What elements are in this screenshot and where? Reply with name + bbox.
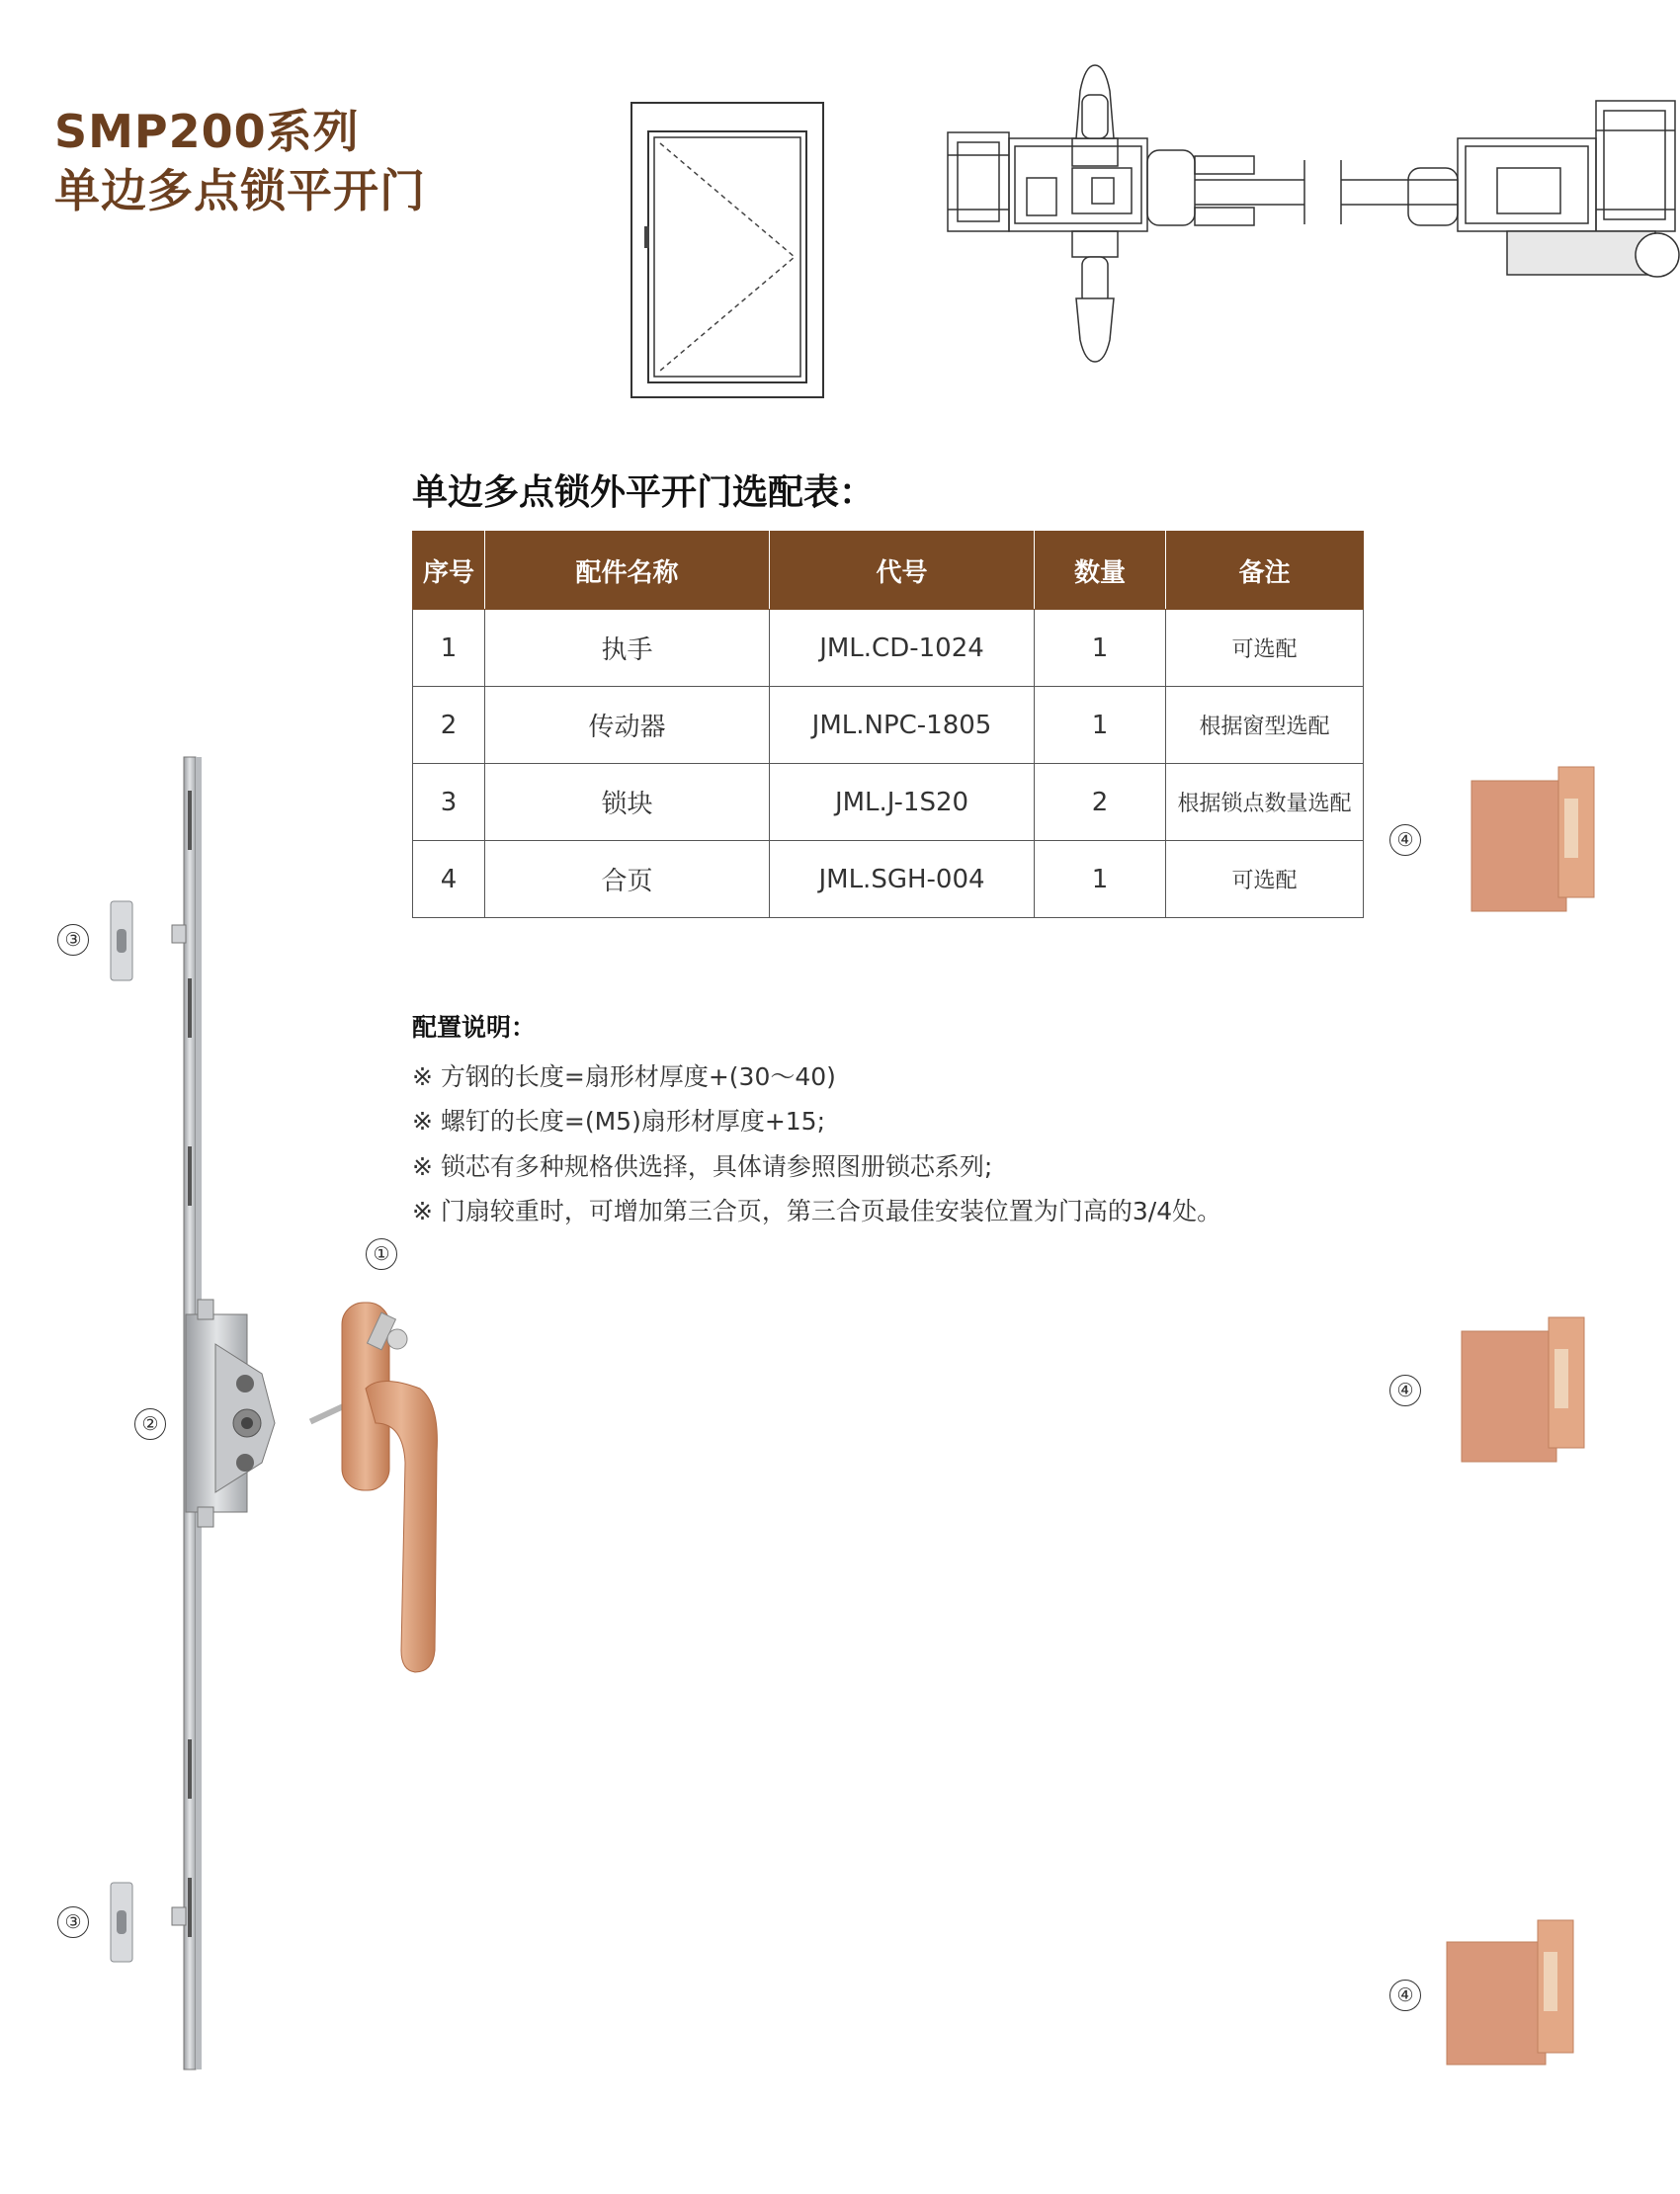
- config-note: ※ 螺钉的长度=(M5)扇形材厚度+15;: [412, 1107, 826, 1136]
- table-row: [413, 841, 1364, 918]
- callout-hinge: ④: [1389, 1375, 1421, 1406]
- callout-hinge: ④: [1389, 1980, 1421, 2011]
- cell-code: JML.SGH-004: [770, 841, 1035, 918]
- cell-name: 锁块: [485, 764, 770, 841]
- table-row: [413, 764, 1364, 841]
- multipoint-lock-rod: [168, 751, 287, 2075]
- col-header-code: 代号: [770, 532, 1035, 610]
- keeper-top: [109, 899, 134, 982]
- col-header-name: 配件名称: [485, 532, 770, 610]
- callout-keeper: ③: [57, 1906, 89, 1938]
- callout-handle: ①: [366, 1238, 397, 1270]
- cell-code: JML.NPC-1805: [770, 687, 1035, 764]
- cell-name: 执手: [485, 610, 770, 687]
- callout-gearbox: ②: [134, 1408, 166, 1440]
- spec-table: [412, 531, 1364, 918]
- hinge-bottom: [1443, 1912, 1581, 2070]
- series-title: SMP200系列: [54, 105, 360, 158]
- cell-code: JML.J-1S20: [770, 764, 1035, 841]
- profile-cross-section: [944, 61, 1680, 368]
- cell-qty: 1: [1035, 687, 1166, 764]
- callout-keeper: ③: [57, 924, 89, 956]
- product-subtitle: 单边多点锁平开门: [54, 164, 426, 217]
- table-header-row: [413, 532, 1364, 610]
- hinge-top: [1468, 759, 1601, 917]
- keeper-bottom: [109, 1881, 134, 1964]
- cell-no: 1: [413, 610, 485, 687]
- cell-note: 根据窗型选配: [1166, 687, 1364, 764]
- cell-note: 根据锁点数量选配: [1166, 764, 1364, 841]
- cell-qty: 1: [1035, 841, 1166, 918]
- config-note: ※ 方钢的长度=扇形材厚度+(30～40): [412, 1062, 836, 1091]
- callout-hinge: ④: [1389, 824, 1421, 856]
- cell-code: JML.CD-1024: [770, 610, 1035, 687]
- cell-note: 可选配: [1166, 841, 1364, 918]
- door-elevation-diagram: [630, 102, 824, 398]
- cell-no: 4: [413, 841, 485, 918]
- cell-note: 可选配: [1166, 610, 1364, 687]
- col-header-note: 备注: [1166, 532, 1364, 610]
- cell-name: 传动器: [485, 687, 770, 764]
- table-heading: 单边多点锁外平开门选配表：: [412, 472, 876, 513]
- cell-no: 2: [413, 687, 485, 764]
- cell-no: 3: [413, 764, 485, 841]
- config-note: ※ 锁芯有多种规格供选择，具体请参照图册锁芯系列;: [412, 1152, 993, 1181]
- table-row: [413, 610, 1364, 687]
- config-note: ※ 门扇较重时，可增加第三合页，第三合页最佳安装位置为门高的3/4处。: [412, 1197, 1222, 1225]
- window-handle: [306, 1295, 494, 1680]
- col-header-no: 序号: [413, 532, 485, 610]
- col-header-qty: 数量: [1035, 532, 1166, 610]
- cell-qty: 1: [1035, 610, 1166, 687]
- config-title: 配置说明：: [412, 1013, 537, 1042]
- cell-qty: 2: [1035, 764, 1166, 841]
- hinge-middle: [1458, 1309, 1591, 1468]
- table-row: [413, 687, 1364, 764]
- cell-name: 合页: [485, 841, 770, 918]
